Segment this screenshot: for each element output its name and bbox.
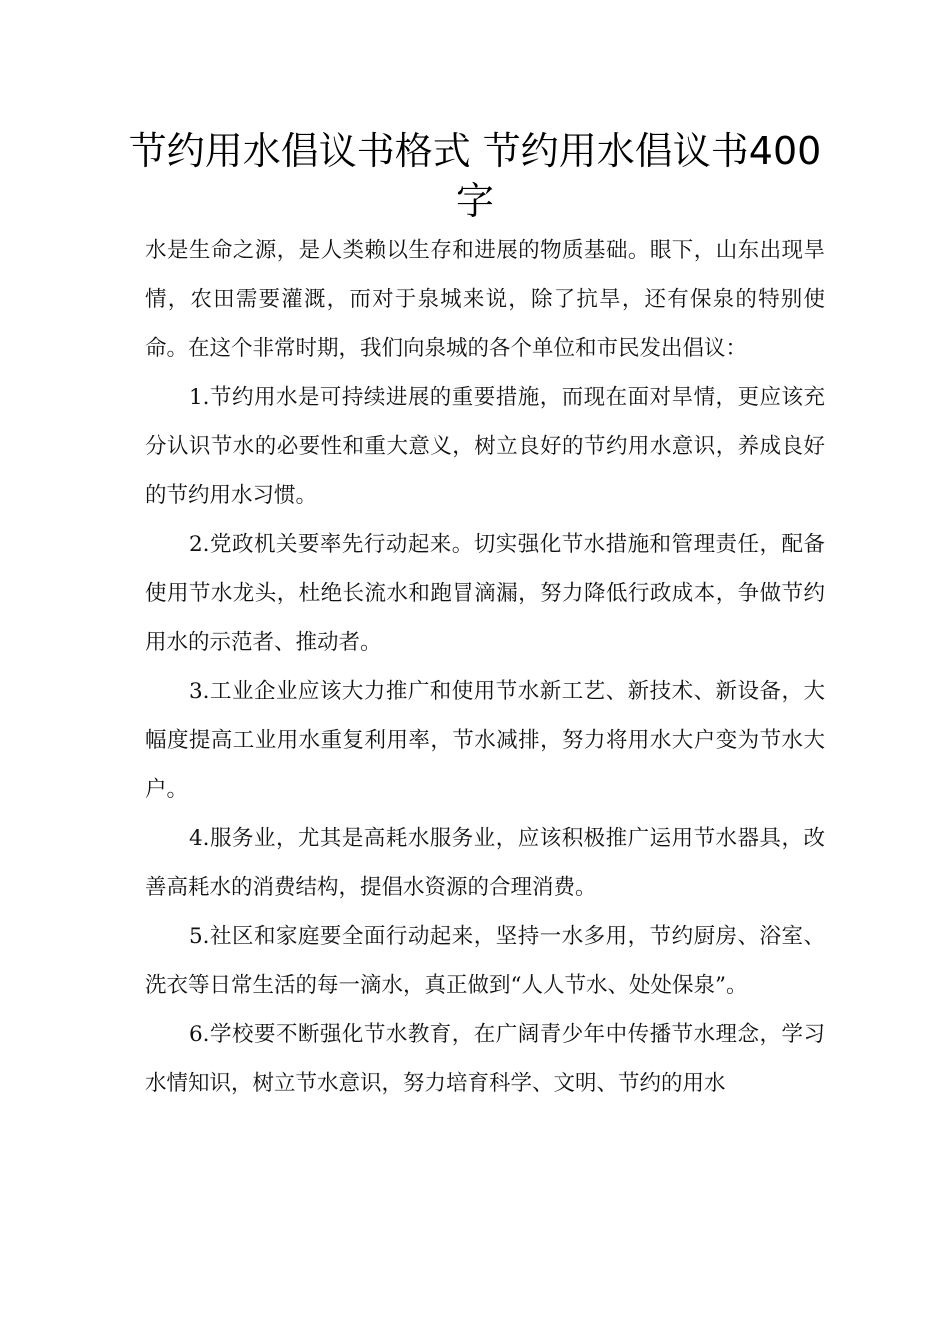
paragraph-item-2: 2.党政机关要率先行动起来。切实强化节水措施和管理责任，配备使用节水龙头，杜绝长流水和跑冒滴漏，努力降低行政成本，争做节约用水的示范者、推动者。 — [145, 532, 825, 655]
paragraph-item-1: 1.节约用水是可持续进展的重要措施，而现在面对旱情，更应该充分认识节水的必要性和重大意义，树立良好的节约用水意识，养成良好的节约用水习惯。 — [145, 385, 825, 508]
paragraph-item-4: 4.服务业，尤其是高耗水服务业，应该积极推广运用节水器具，改善高耗水的消费结构，提倡水资源的合理消费。 — [145, 826, 825, 900]
document-title: 节约用水倡议书格式 节约用水倡议书400字 — [128, 129, 822, 223]
paragraph-intro: 水是生命之源，是人类赖以生存和进展的物质基础。眼下，山东出现旱情，农田需要灌溉，而对于泉城来说，除了抗旱，还有保泉的特别使命。在这个非常时期，我们向泉城的各个单位和市民发出倡议： — [145, 238, 825, 361]
document-body — [145, 226, 825, 1108]
paragraph-item-6: 6.学校要不断强化节水教育，在广阔青少年中传播节水理念，学习水情知识，树立节水意识，努力培育科学、文明、节约的用水 — [145, 1022, 825, 1096]
paragraph-item-3: 3.工业企业应该大力推广和使用节水新工艺、新技术、新设备，大幅度提高工业用水重复利用率，节水减排，努力将用水大户变为节水大户。 — [145, 679, 825, 802]
paragraph-item-5: 5.社区和家庭要全面行动起来，坚持一水多用，节约厨房、浴室、洗衣等日常生活的每一滴水，真正做到“人人节水、处处保泉”。 — [145, 924, 825, 998]
